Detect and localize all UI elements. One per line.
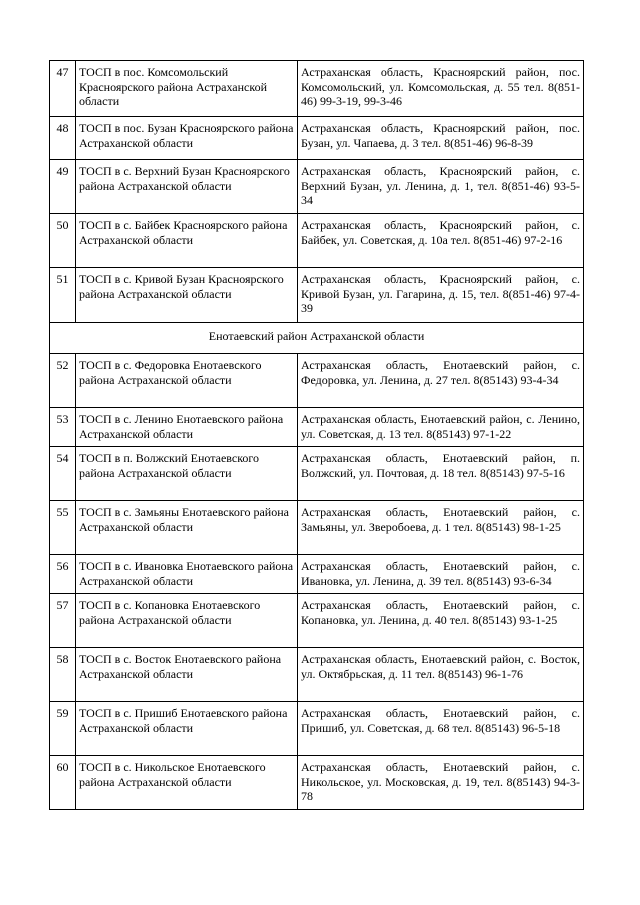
row-number: 58 [50, 648, 76, 702]
row-number: 53 [50, 408, 76, 447]
table-row [50, 501, 584, 555]
table-row [50, 160, 584, 214]
table-row [50, 555, 584, 594]
row-number: 56 [50, 555, 76, 594]
office-address: Астраханская область, Енотаевский район, п. Волжский, ул. Почтовая, д. 18 тел. 8(85143) 97-5-16 [298, 447, 584, 501]
offices-table [49, 60, 584, 810]
row-number: 59 [50, 702, 76, 756]
table-row [50, 648, 584, 702]
row-number: 50 [50, 214, 76, 268]
office-address: Астраханская область, Енотаевский район, с. Пришиб, ул. Советская, д. 68 тел. 8(85143) 96-5-18 [298, 702, 584, 756]
table-row [50, 702, 584, 756]
row-number: 60 [50, 756, 76, 810]
row-number: 54 [50, 447, 76, 501]
office-name: ТОСП в с. Байбек Красноярского района Астраханской области [76, 214, 298, 268]
office-address: Астраханская область, Енотаевский район, с. Копановка, ул. Ленина, д. 40 тел. 8(85143) 93-1-25 [298, 594, 584, 648]
table-row [50, 408, 584, 447]
office-address: Астраханская область, Енотаевский район, с. Никольское, ул. Московская, д. 19, тел. 8(85143) 94-3-78 [298, 756, 584, 810]
table-row [50, 354, 584, 408]
office-name: ТОСП в с. Верхний Бузан Красноярского района Астраханской области [76, 160, 298, 214]
table-row [50, 756, 584, 810]
table-row [50, 447, 584, 501]
table-row [50, 268, 584, 323]
office-name: ТОСП в с. Ленино Енотаевского района Астраханской области [76, 408, 298, 447]
office-name: ТОСП в с. Пришиб Енотаевского района Астраханской области [76, 702, 298, 756]
row-number: 57 [50, 594, 76, 648]
row-number: 51 [50, 268, 76, 323]
office-name: ТОСП в пос. Бузан Красноярского района Астраханской области [76, 117, 298, 160]
office-address: Астраханская область, Енотаевский район, с. Ивановка, ул. Ленина, д. 39 тел. 8(85143) 93-6-34 [298, 555, 584, 594]
office-name: ТОСП в пос. Комсомольский Красноярского района Астраханской области [76, 61, 298, 117]
office-address: Астраханская область, Красноярский район, пос. Комсомольский, ул. Комсомольская, д. 55 тел. 8(851-46) 99-3-19, 99-3-46 [298, 61, 584, 117]
office-name: ТОСП в с. Кривой Бузан Красноярского района Астраханской области [76, 268, 298, 323]
section-title: Енотаевский район Астраханской области [50, 323, 584, 354]
office-address: Астраханская область, Красноярский район, с. Верхний Бузан, ул. Ленина, д. 1, тел. 8(851-46) 93-5-34 [298, 160, 584, 214]
office-address: Астраханская область, Енотаевский район, с. Восток, ул. Октябрьская, д. 11 тел. 8(85143) 96-1-76 [298, 648, 584, 702]
row-number: 49 [50, 160, 76, 214]
row-number: 52 [50, 354, 76, 408]
document-page [49, 60, 583, 810]
office-name: ТОСП в с. Замьяны Енотаевского района Астраханской области [76, 501, 298, 555]
office-address: Астраханская область, Красноярский район, пос. Бузан, ул. Чапаева, д. 3 тел. 8(851-46) 96-8-39 [298, 117, 584, 160]
table-row [50, 61, 584, 117]
office-address: Астраханская область, Красноярский район, с. Байбек, ул. Советская, д. 10а тел. 8(851-46) 97-2-16 [298, 214, 584, 268]
office-address: Астраханская область, Енотаевский район, с. Замьяны, ул. Зверобоева, д. 1 тел. 8(85143) 98-1-25 [298, 501, 584, 555]
office-name: ТОСП в с. Федоровка Енотаевского района Астраханской области [76, 354, 298, 408]
office-name: ТОСП в с. Ивановка Енотаевского района Астраханской области [76, 555, 298, 594]
office-address: Астраханская область, Енотаевский район, с. Федоровка, ул. Ленина, д. 27 тел. 8(85143) 93-4-34 [298, 354, 584, 408]
table-row [50, 594, 584, 648]
table-row [50, 117, 584, 160]
office-address: Астраханская область, Енотаевский район, с. Ленино, ул. Советская, д. 13 тел. 8(85143) 97-1-22 [298, 408, 584, 447]
table-row [50, 214, 584, 268]
office-address: Астраханская область, Красноярский район, с. Кривой Бузан, ул. Гагарина, д. 15, тел. 8(851-46) 97-4-39 [298, 268, 584, 323]
office-name: ТОСП в с. Восток Енотаевского района Астраханской области [76, 648, 298, 702]
office-name: ТОСП в с. Никольское Енотаевского района Астраханской области [76, 756, 298, 810]
office-name: ТОСП в с. Копановка Енотаевского района Астраханской области [76, 594, 298, 648]
row-number: 55 [50, 501, 76, 555]
row-number: 47 [50, 61, 76, 117]
section-row [50, 323, 584, 354]
row-number: 48 [50, 117, 76, 160]
office-name: ТОСП в п. Волжский Енотаевского района Астраханской области [76, 447, 298, 501]
